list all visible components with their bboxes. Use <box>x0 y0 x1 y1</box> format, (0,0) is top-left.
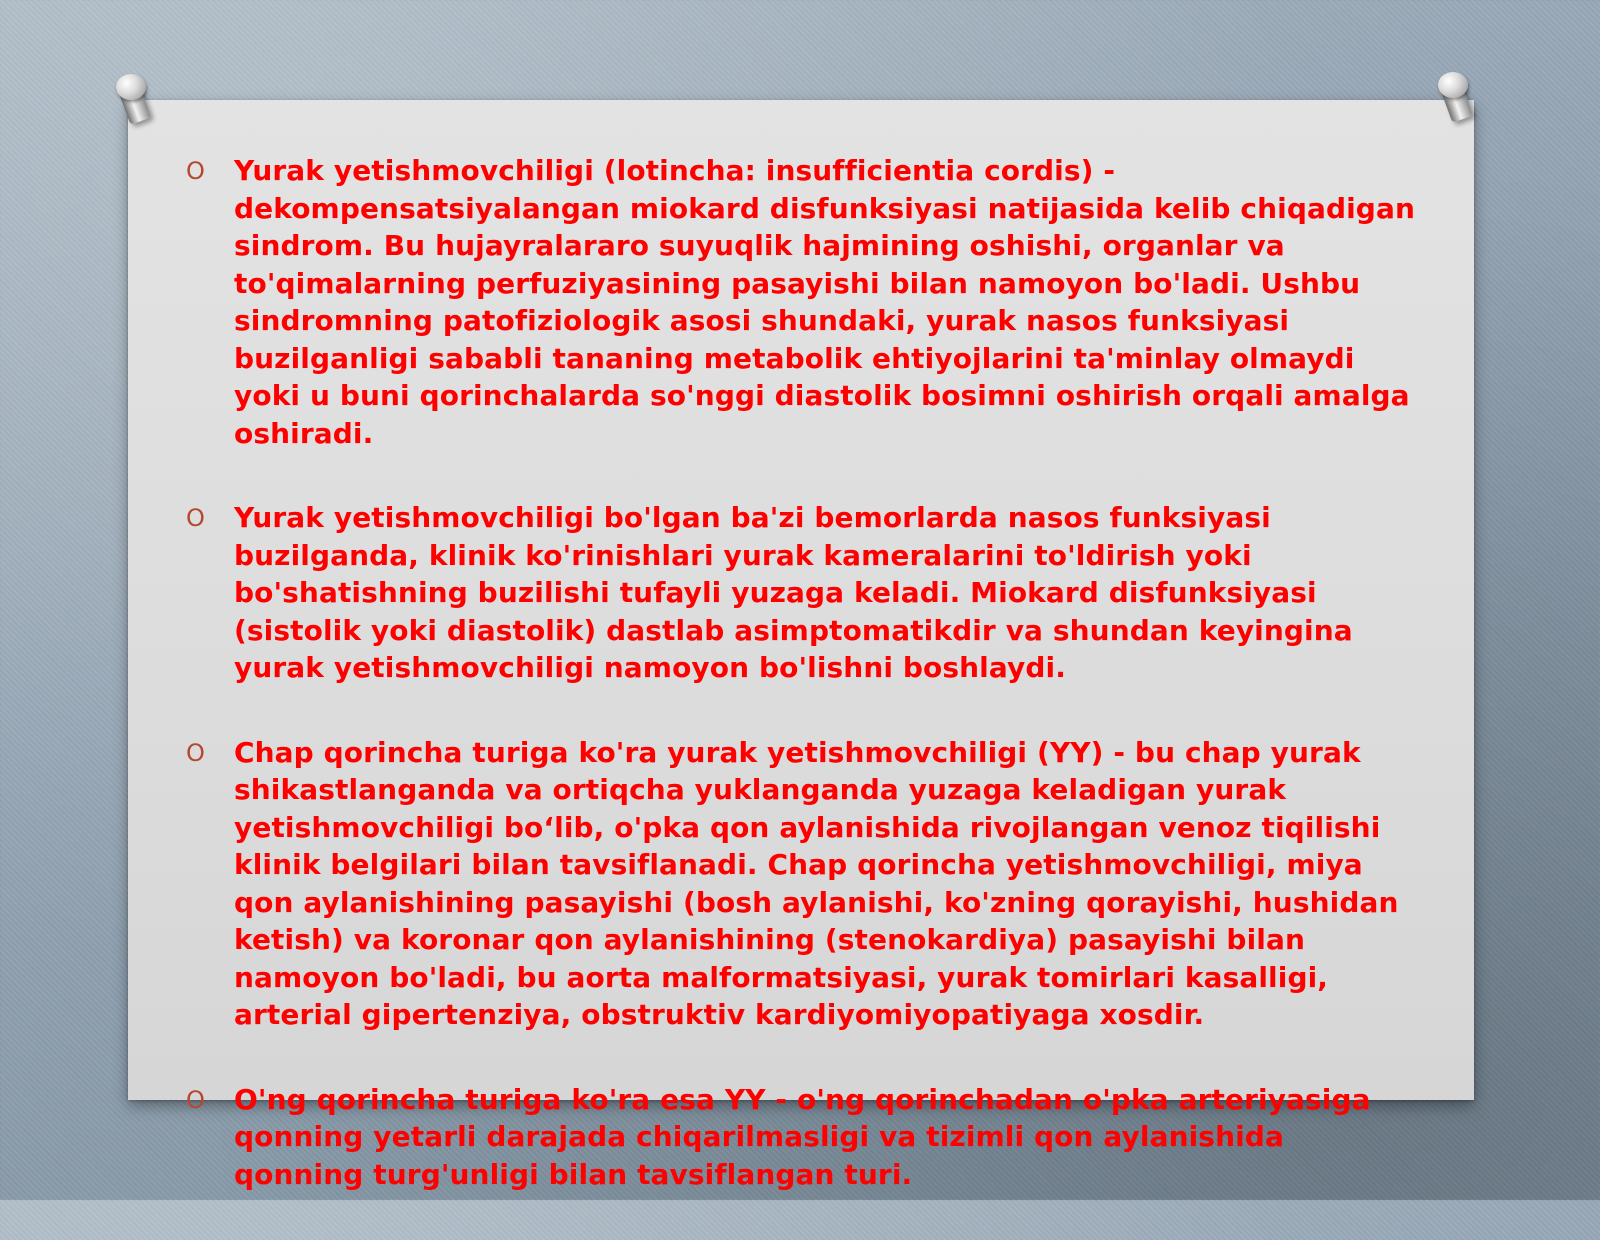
bullet-marker: O <box>186 504 205 532</box>
bullet-marker: O <box>186 157 205 185</box>
slide-content <box>186 152 1416 1240</box>
bullet-paragraph <box>186 499 1416 687</box>
pushpin-icon <box>1434 68 1478 126</box>
paragraph-text: O'ng qorincha turiga ko'ra esa YY - o'ng qorinchadan o'pka arteriyasiga qonning yetarli darajada chiqarilmasligi va tizimli qon aylanishida qonning turg'unligi bilan tavsiflangan turi. <box>234 1082 1371 1191</box>
bullet-paragraph <box>186 734 1416 1034</box>
paragraph-text: Chap qorincha turiga ko'ra yurak yetishmovchiligi (YY) - bu chap yurak shikastlanganda va ortiqcha yuklanganda yuzaga keladigan yurak yetishmovchiligi bo‘lib, o'pka qon aylanishida rivojlangan venoz tiqilishi klinik belgilari bilan tavsiflanadi. Chap qorincha yetishmovchiligi, miya qon aylanishining pasayishi (bosh aylanishi, ko'zning qorayishi, hushidan ketish) va koronar qon aylanishining (stenokardiya) pasayishi bilan namoyon bo'ladi, bu aorta malformatsiyasi, yurak tomirlari kasalligi, arterial gipertenziya, obstruktiv kardiyomiyopatiyaga xosdir. <box>234 735 1399 1031</box>
bullet-paragraph <box>186 1081 1416 1194</box>
bullet-marker: O <box>186 1085 205 1114</box>
bullet-marker: O <box>186 738 205 767</box>
paragraph-text: Yurak yetishmovchiligi bo'lgan ba'zi bemorlarda nasos funksiyasi buzilganda, klinik ko'rinishlari yurak kameralarini to'ldirish yoki bo'shatishning buzilishi tufayli yuzaga keladi. Miokard disfunksiyasi (sistolik yoki diastolik) dastlab asimptomatikdir va shundan keyingina yurak yetishmovchiligi namoyon bo'lishni boshlaydi. <box>234 501 1353 684</box>
pushpin-icon <box>112 70 156 128</box>
bullet-paragraph <box>186 152 1416 452</box>
paragraph-text: Yurak yetishmovchiligi (lotincha: insufficientia cordis) - dekompensatsiyalangan miokard disfunksiyasi natijasida kelib chiqadigan sindrom. Bu hujayralararo suyuqlik hajmining oshishi, organlar va to'qimalarning perfuziyasining pasayishi bilan namoyon bo'ladi. Ushbu sindromning patofiziologik asosi shundaki, yurak nasos funksiyasi buzilganligi sababli tananing metabolik ehtiyojlarini ta'minlay olmaydi yoki u buni qorinchalarda so'nggi diastolik bosimni oshirish orqali amalga oshiradi. <box>234 154 1415 450</box>
